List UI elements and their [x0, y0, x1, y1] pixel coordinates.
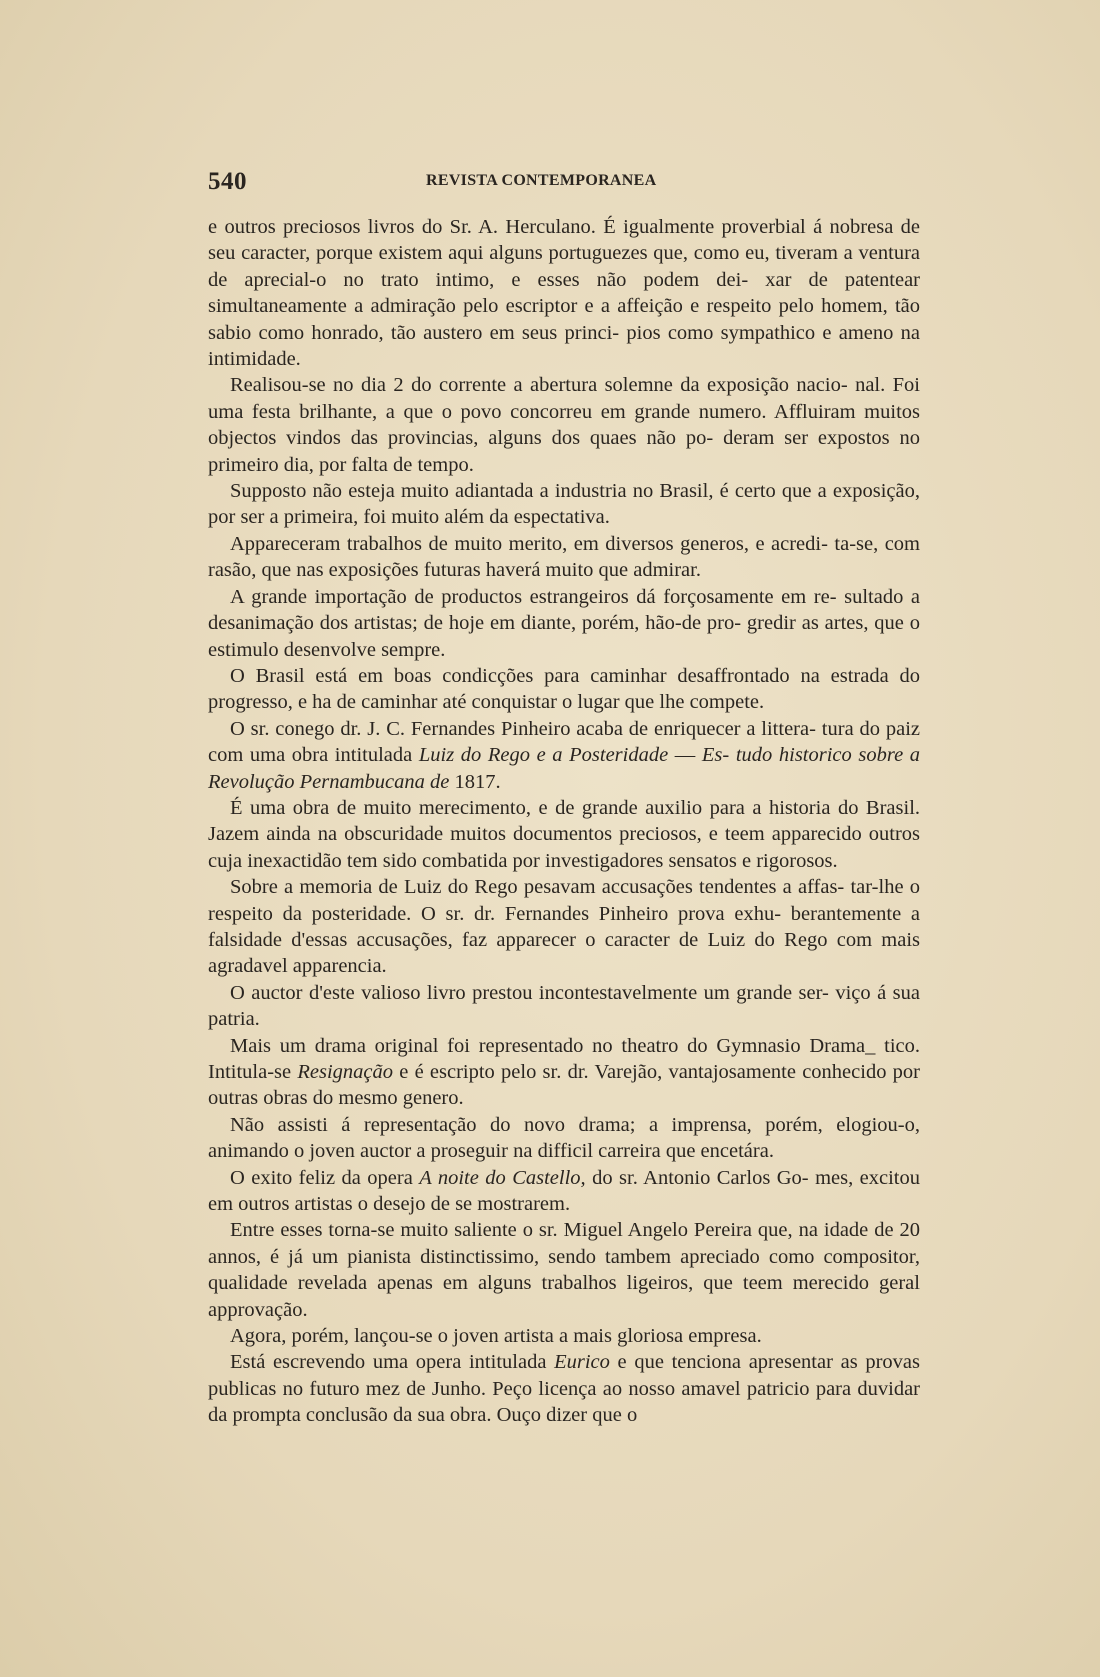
opera-title: A noite do Castello,: [419, 1166, 586, 1189]
paragraph: O sr. conego dr. J. C. Fernandes Pinheiro acaba de enriquecer a littera- tura do paiz com uma obra intitulada Luiz do Rego e a Posteridade — Es- tudo historico sobre a Revolução Pernambucana de 1817.: [208, 717, 921, 793]
book-title: Luiz do Rego e a Posteridade: [418, 744, 669, 767]
book-subtitle: Es-: [701, 744, 730, 767]
paragraph: Appareceram trabalhos de muito merito, em diversos generos, e acredi- ta-se, com rasão, que nas exposições futuras haverá muito que admirar.: [208, 532, 921, 582]
drama-title: Resignação: [297, 1061, 394, 1083]
paragraph: Supposto não esteja muito adiantada a industria no Brasil, é certo que a exposição, por ser a primeira, foi muito além da espectativa.: [208, 480, 920, 529]
paragraph: O Brasil está em boas condicções para caminhar desaffrontado na estrada do progresso, e ha de caminhar até conquistar o lugar que lhe compete.: [208, 664, 920, 714]
paragraph: Não assisti á representação do novo drama; a imprensa, porém, elogiou-o, animando o joven auctor a proseguir na difficil carreira que encetára.: [208, 1113, 920, 1163]
paragraph: Realisou-se no dia 2 do corrente a abertura solemne da exposição nacio- nal. Foi uma festa brilhante, a que o povo concorreu em grande numero. Affluiram muitos objectos vindos das provincias, alguns dos quaes não po- deram ser expostos no primeiro dia, por falta de tempo.: [208, 374, 921, 476]
opera-title: Eurico: [554, 1351, 610, 1374]
paragraph: A grande importação de productos estrangeiros dá forçosamente em re- sultado a desanimação dos artistas; de hoje em diante, porém, hão-de pro- gredir as artes, que o estimulo desenvolve sempre.: [208, 585, 921, 661]
paragraph: Agora, porém, lançou-se o joven artista a mais gloriosa empresa.: [230, 1325, 762, 1348]
book-subtitle: tudo historico sobre a Revolução Pernambucana de: [208, 744, 921, 793]
article-body: [208, 214, 920, 1429]
paragraph: Entre esses torna-se muito saliente o sr. Miguel Angelo Pereira que, na idade de 20 annos, é já um pianista distinctissimo, sendo tambem apreciado como compositor, qualidade revelada apenas em alguns trabalhos ligeiros, que teem merecido geral approvação.: [208, 1219, 921, 1321]
page-header: [208, 168, 920, 198]
paragraph: O auctor d'este valioso livro prestou incontestavelmente um grande ser- viço á sua patria.: [208, 981, 920, 1031]
paragraph: Está escrevendo uma opera intitulada Eurico e que tenciona apresentar as provas publicas no futuro mez de Junho. Peço licença ao nosso amavel patricio para duvidar da prompta conclusão da sua obra. Ouço dizer que o: [208, 1351, 921, 1427]
paragraph: e outros preciosos livros do Sr. A. Herculano. É igualmente proverbial á nobresa de seu caracter, porque existem aqui alguns portuguezes que, como eu, tiveram a ventura de aprecial-o no trato intimo, e esses não podem dei- xar de patentear simultaneamente a admiração pelo escriptor e a affeição e respeito pelo homem, tão sabio como honrado, tão austero em seus princi- pios como sympathico e ameno na intimidade.: [208, 216, 921, 371]
paragraph: Sobre a memoria de Luiz do Rego pesavam accusações tendentes a affas- tar-lhe o respeito da posteridade. O sr. dr. Fernandes Pinheiro prova exhu- berantemente a falsidade d'essas accusações, faz apparecer o caracter de Luiz do Rego com mais agradavel apparencia.: [208, 876, 921, 978]
paragraph: É uma obra de muito merecimento, e de grande auxilio para a historia do Brasil. Jazem ainda na obscuridade muitos documentos preciosos, e teem apparecido outros cuja inexactidão tem sido combatida por investigadores sensatos e rigorosos.: [208, 796, 921, 872]
paragraph: O exito feliz da opera A noite do Castello, do sr. Antonio Carlos Go- mes, excitou em outros artistas o desejo de se mostrarem.: [208, 1166, 920, 1216]
page-number: 540: [208, 168, 247, 195]
paragraph: Mais um drama original foi representado no theatro do Gymnasio Drama_ tico. Intitula-se Resignação e é escripto pelo sr. dr. Varejão, vantajosamente conhecido por outras obras do mesmo genero.: [208, 1034, 921, 1110]
running-head: REVISTA CONTEMPORANEA: [426, 172, 657, 189]
